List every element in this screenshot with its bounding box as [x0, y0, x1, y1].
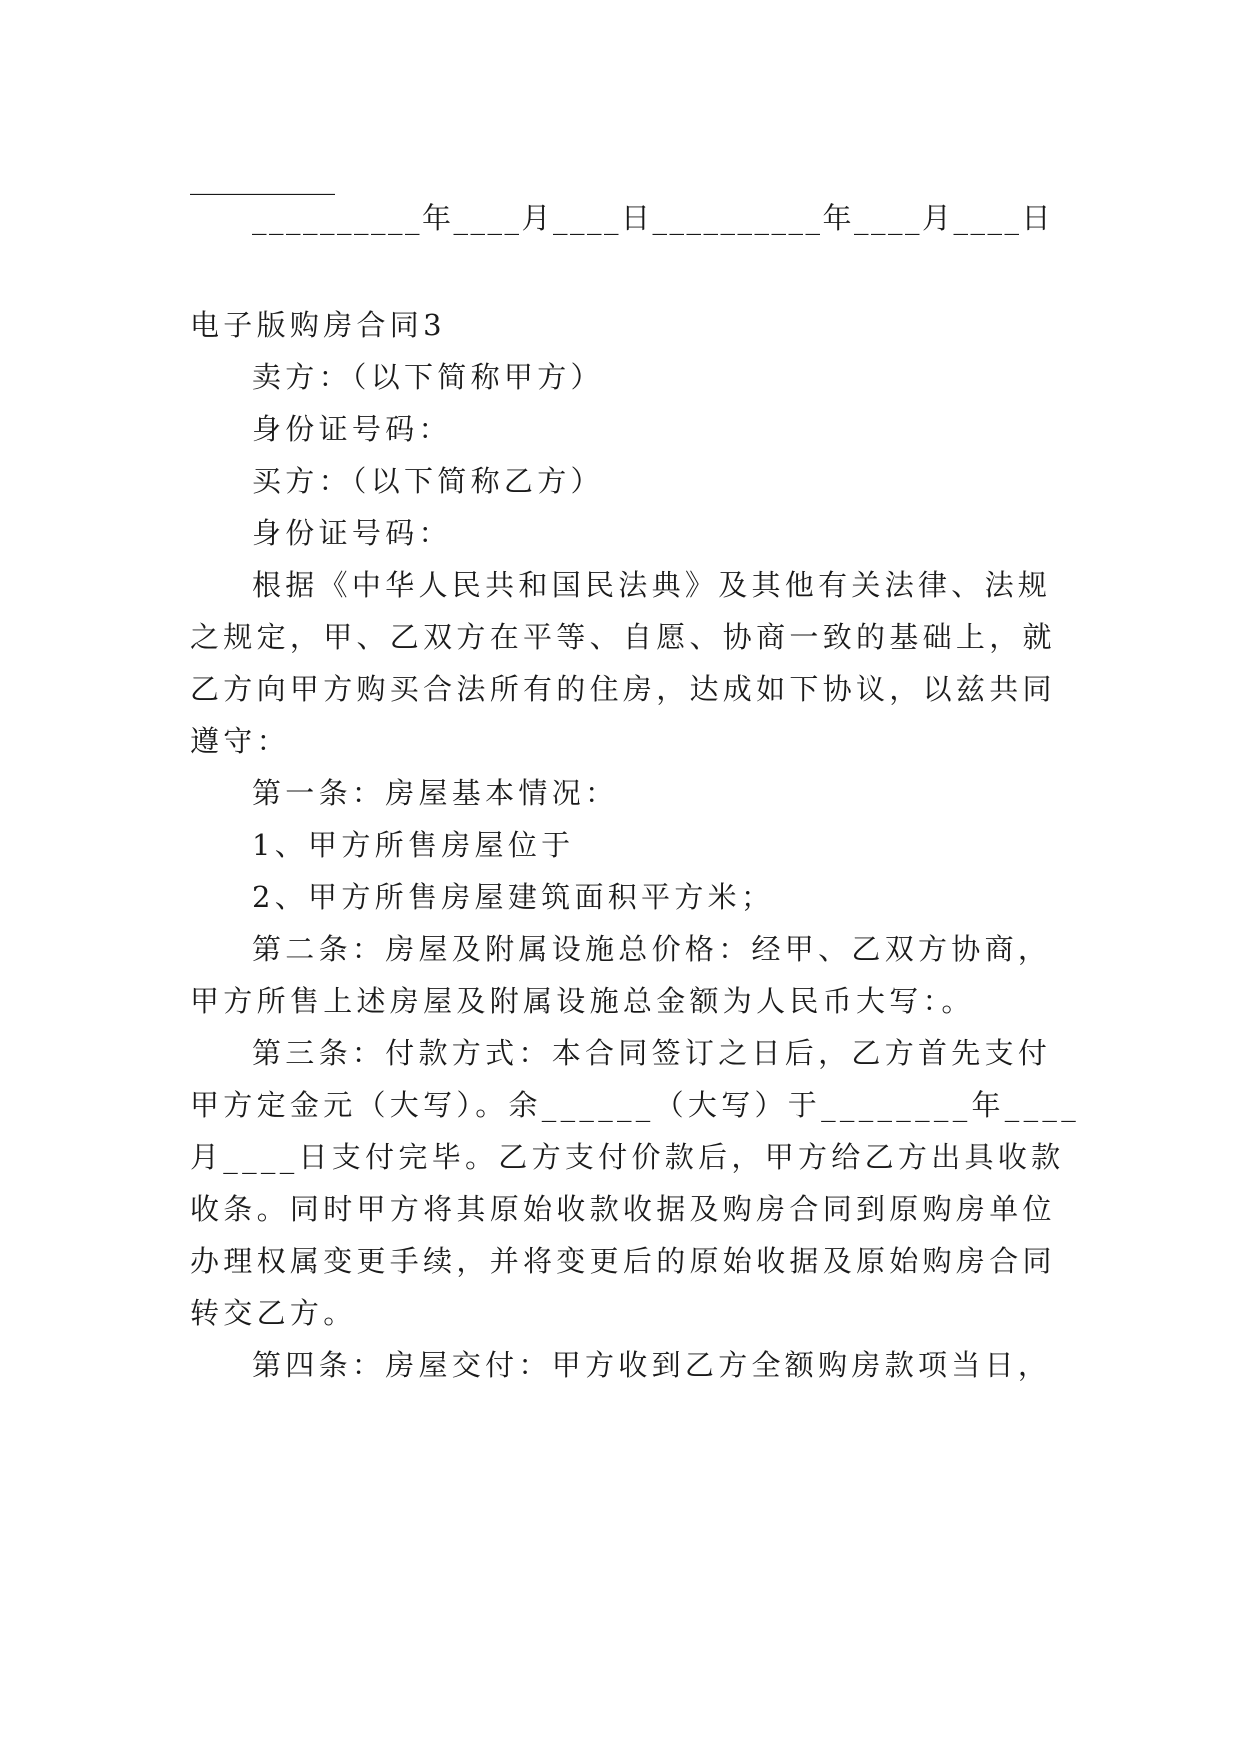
article-1-item-2: 2、甲方所售房屋建筑面积平方米； [252, 880, 775, 914]
article-3-line: 办理权属变更手续，并将变更后的原始收据及原始购房合同 [190, 1244, 1056, 1278]
article-1-heading: 第一条：房屋基本情况： [252, 776, 619, 810]
article-4-line: 第四条：房屋交付：甲方收到乙方全额购房款项当日， [252, 1348, 1052, 1382]
buyer-id-line: 身份证号码： [252, 516, 452, 550]
signature-blank-line: __________ [190, 161, 335, 195]
seller-id-line: 身份证号码： [252, 412, 452, 446]
preamble-line: 遵守： [190, 724, 290, 758]
article-3-line: 收条。同时甲方将其原始收款收据及购房合同到原购房单位 [190, 1192, 1056, 1226]
article-2-line: 甲方所售上述房屋及附属设施总金额为人民币大写：。 [190, 984, 975, 1018]
seller-line: 卖方：（以下简称甲方） [252, 360, 604, 394]
article-3-line: 甲方定金元（大写）。余______（大写）于________年____ [190, 1088, 1081, 1122]
article-2-line: 第二条：房屋及附属设施总价格：经甲、乙双方协商， [252, 932, 1052, 966]
buyer-line: 买方：（以下简称乙方） [252, 464, 604, 498]
preamble-line: 根据《中华人民共和国民法典》及其他有关法律、法规 [252, 568, 1052, 602]
preamble-line: 之规定，甲、乙双方在平等、自愿、协商一致的基础上，就 [190, 620, 1056, 654]
article-3-line: 月____日支付完毕。乙方支付价款后，甲方给乙方出具收款 [190, 1140, 1065, 1174]
preamble-line: 乙方向甲方购买合法所有的住房，达成如下协议，以兹共同 [190, 672, 1056, 706]
document-title: 电子版购房合同3 [190, 308, 446, 342]
article-3-line: 第三条：付款方式：本合同签订之日后，乙方首先支付 [252, 1036, 1052, 1070]
article-1-item-1: 1、甲方所售房屋位于 [252, 828, 575, 862]
date-line: __________年____月____日__________年____月____日 [252, 201, 1054, 235]
article-3-line: 转交乙方。 [190, 1296, 357, 1330]
